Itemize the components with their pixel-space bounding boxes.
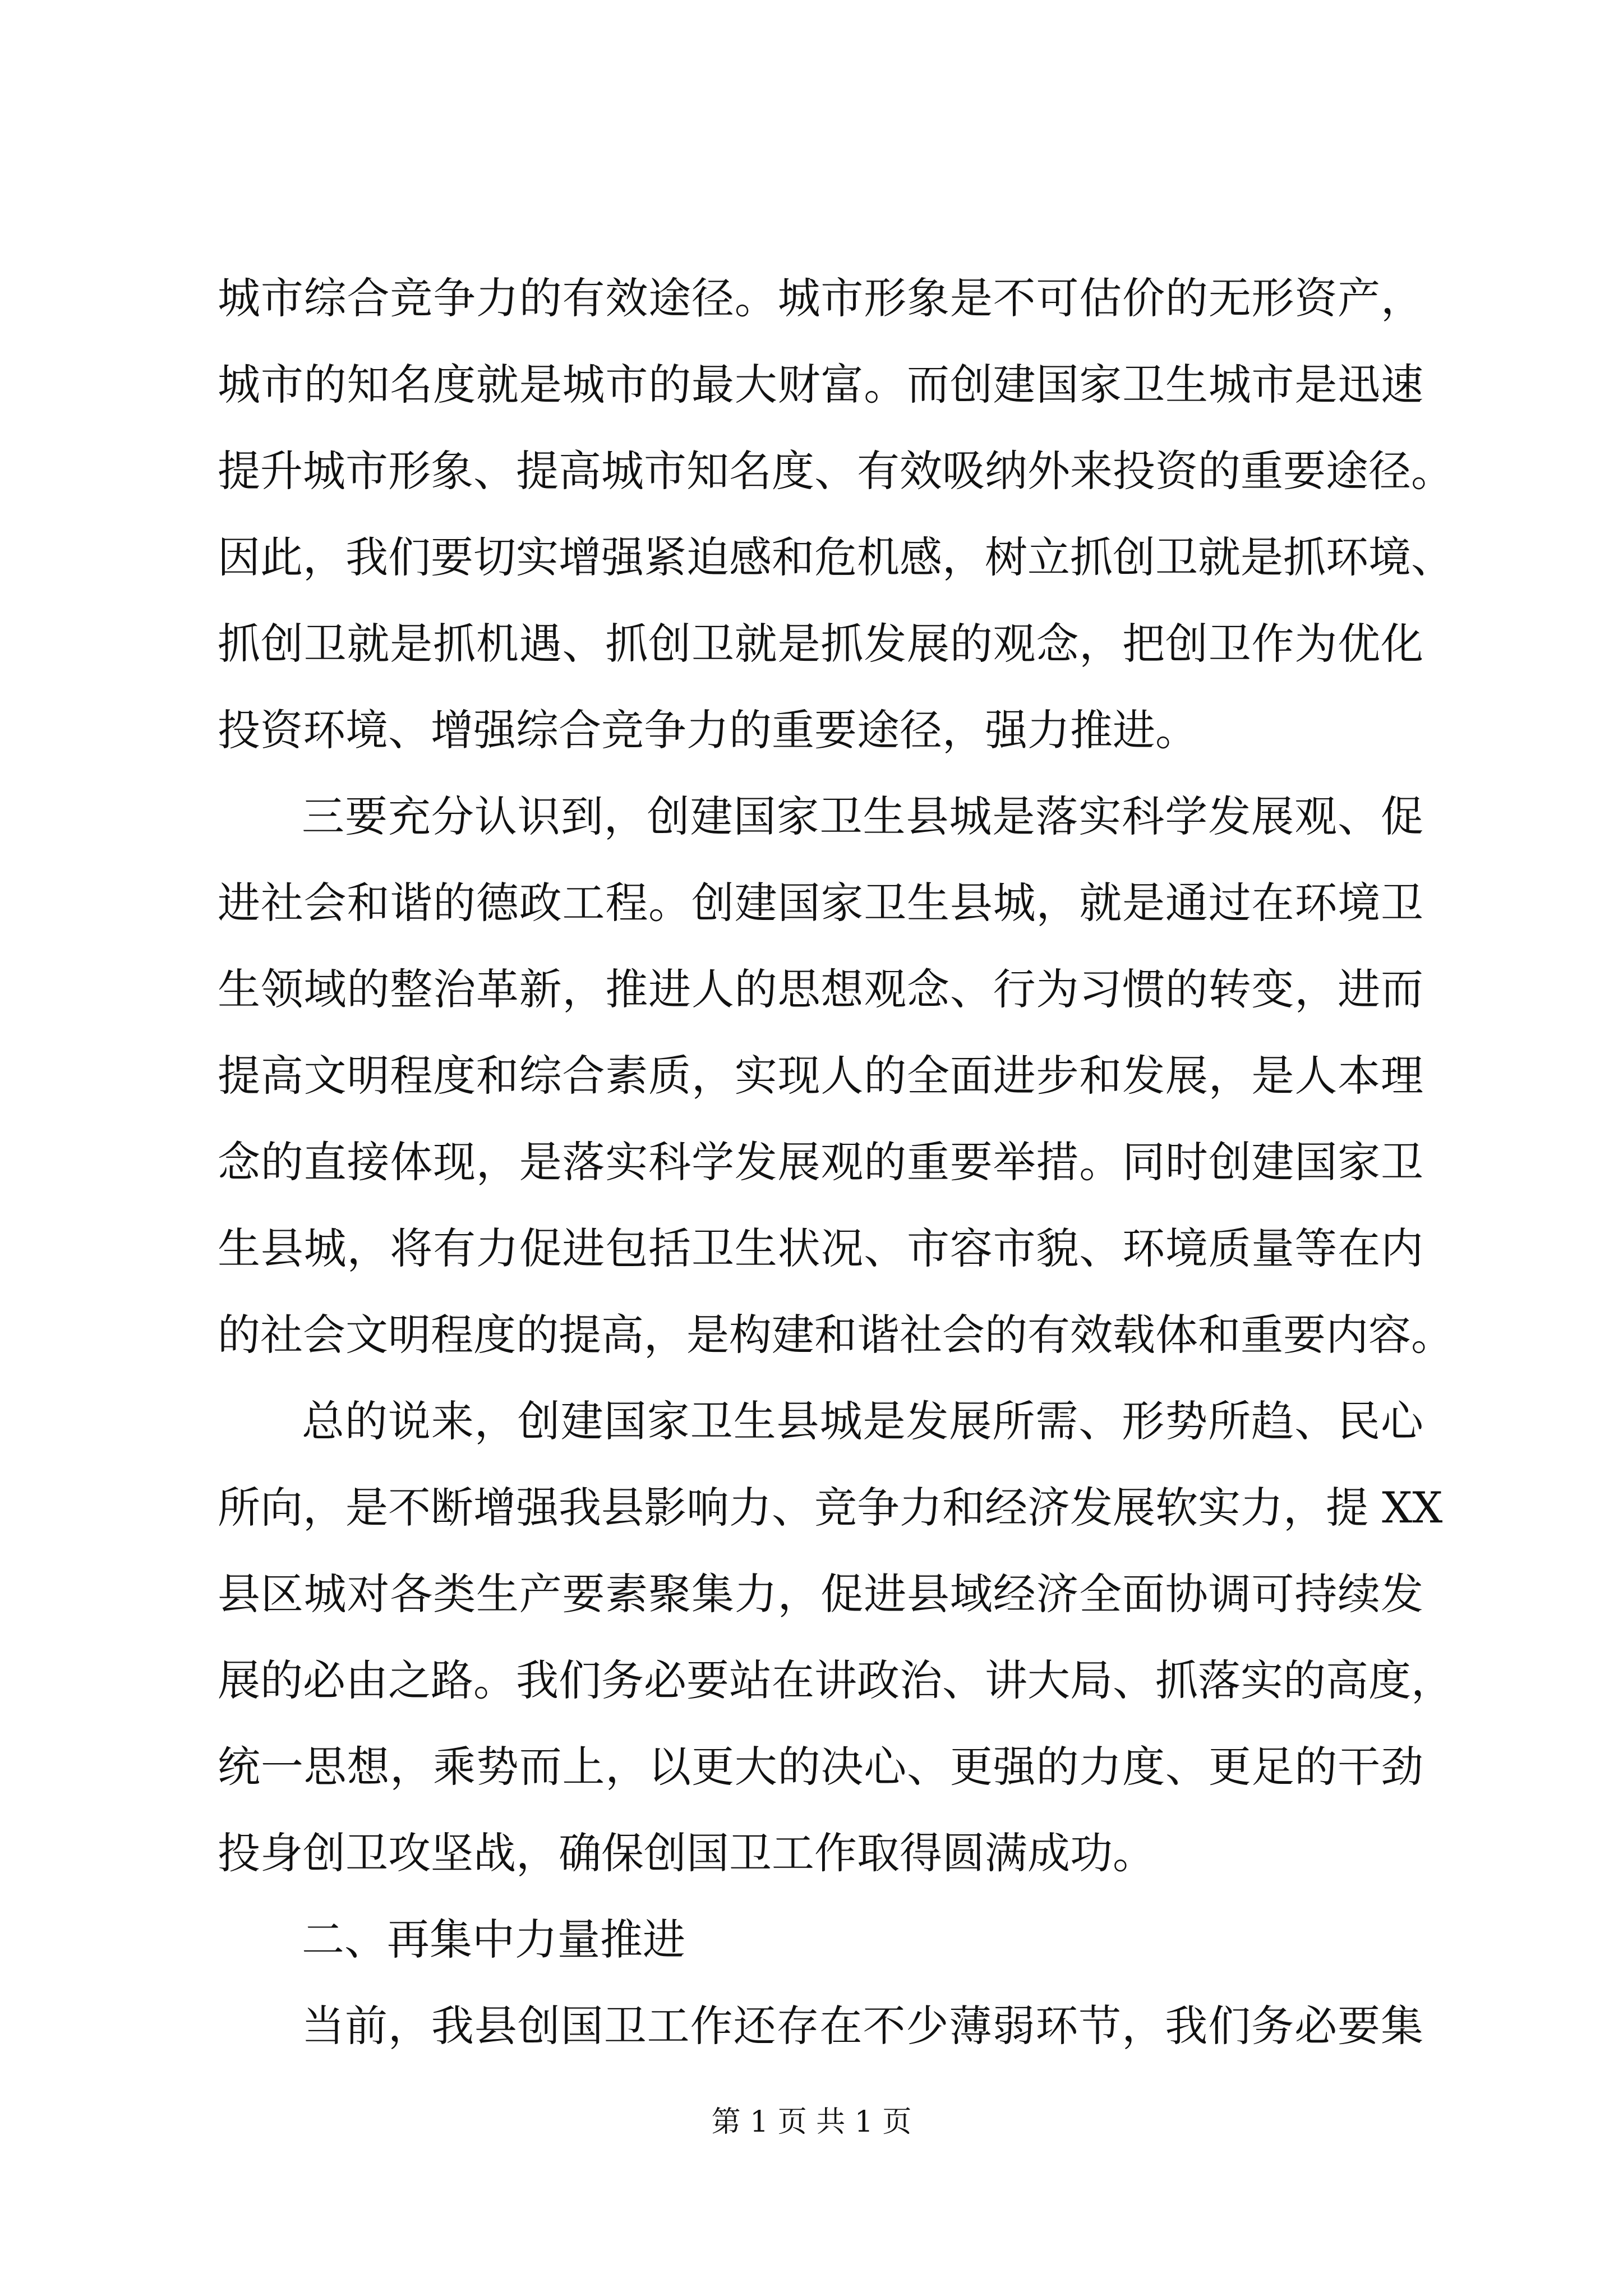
text-line: 生领域的整治革新，推进人的思想观念、行为习惯的转变，进而 bbox=[218, 964, 1423, 1014]
text-line: 统一思想，乘势而上，以更大的决心、更强的力度、更足的干劲 bbox=[218, 1742, 1423, 1792]
text-line: 展的必由之路。我们务必要站在讲政治、讲大局、抓落实的高度， bbox=[218, 1655, 1454, 1705]
text-line: 抓创卫就是抓机遇、抓创卫就是抓发展的观念，把创卫作为优化 bbox=[218, 619, 1423, 669]
text-line: 投身创卫攻坚战，确保创国卫工作取得圆满成功。 bbox=[218, 1828, 1155, 1878]
text-line: 生县城，将有力促进包括卫生状况、市容市貌、环境质量等在内 bbox=[218, 1223, 1423, 1273]
text-line: 提升城市形象、提高城市知名度、有效吸纳外来投资的重要途径。 bbox=[218, 446, 1454, 496]
text-line: 当前，我县创国卫工作还存在不少薄弱环节，我们务必要集 bbox=[302, 2001, 1423, 2051]
text-line: 提高文明程度和综合素质，实现人的全面进步和发展，是人本理 bbox=[218, 1051, 1423, 1101]
text-line: 城市综合竞争力的有效途径。城市形象是不可估价的无形资产， bbox=[218, 273, 1423, 323]
text-line: 的社会文明程度的提高，是构建和谐社会的有效载体和重要内容。 bbox=[218, 1310, 1454, 1360]
text-line: 因此，我们要切实增强紧迫感和危机感，树立抓创卫就是抓环境、 bbox=[218, 532, 1454, 582]
page-footer: 第 1 页 共 1 页 bbox=[711, 2105, 912, 2139]
text-line: 二、再集中力量推进 bbox=[302, 1915, 685, 1964]
text-line: 念的直接体现，是落实科学发展观的重要举措。同时创建国家卫 bbox=[218, 1137, 1423, 1187]
text-line: 总的说来，创建国家卫生县城是发展所需、形势所趋、民心 bbox=[302, 1396, 1423, 1446]
text-line: 县区城对各类生产要素聚集力，促进县域经济全面协调可持续发 bbox=[218, 1569, 1423, 1619]
document-body bbox=[218, 255, 1454, 2069]
text-line: 城市的知名度就是城市的最大财富。而创建国家卫生城市是迅速 bbox=[218, 360, 1423, 409]
text-line: 三要充分认识到，创建国家卫生县城是落实科学发展观、促 bbox=[302, 792, 1423, 841]
text-line: 进社会和谐的德政工程。创建国家卫生县城，就是通过在环境卫 bbox=[218, 878, 1423, 928]
text-line: 所向，是不断增强我县影响力、竞争力和经济发展软实力，提 XX bbox=[218, 1483, 1443, 1533]
text-line: 投资环境、增强综合竞争力的重要途径，强力推进。 bbox=[218, 705, 1198, 755]
